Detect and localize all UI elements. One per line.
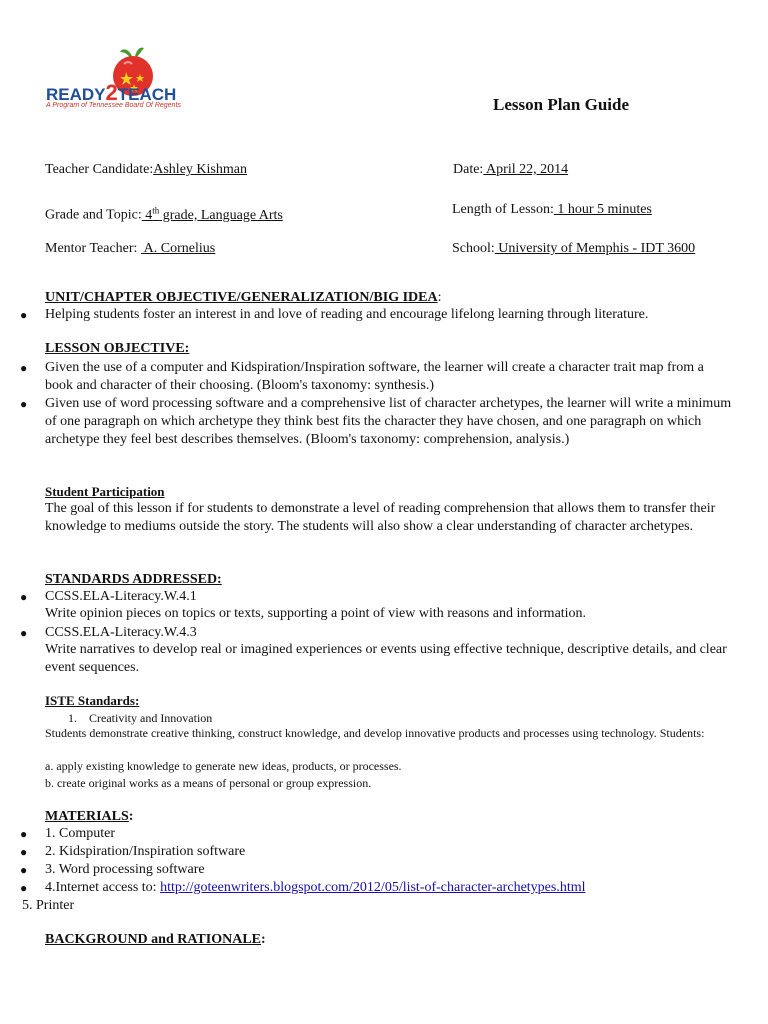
school-field bbox=[452, 240, 695, 258]
unit-heading bbox=[45, 289, 442, 307]
logo-teach: TEACH bbox=[117, 85, 177, 104]
standards-heading: STANDARDS ADDRESSED: bbox=[45, 572, 222, 587]
standard-code: CCSS.ELA-Literacy.W.4.1 bbox=[45, 589, 197, 604]
background-heading-text: BACKGROUND and RATIONALE bbox=[45, 932, 261, 947]
background-heading bbox=[45, 931, 266, 949]
date-value: April 22, 2014 bbox=[483, 162, 569, 177]
teacher-label: Teacher Candidate: bbox=[45, 162, 154, 177]
iste-heading: ISTE Standards: bbox=[45, 693, 140, 708]
bullet-icon: ● bbox=[20, 361, 28, 375]
student-participation-text: The goal of this lesson if for students to demonstrate a level of reading comprehension that allows them to transfer their knowledge to mediums outside the story. The students will also show a clear understanding of character archetypes. bbox=[45, 501, 716, 534]
list-item: Helping students foster an interest in and love of reading and encourage lifelong learning through literature. bbox=[45, 307, 649, 322]
iste-item-b: b. create original works as a means of personal or group expression. bbox=[45, 776, 372, 790]
bullet-icon: ● bbox=[20, 845, 28, 859]
length-value: 1 hour 5 minutes bbox=[553, 202, 652, 217]
mentor-field bbox=[45, 240, 215, 258]
mentor-value: A. Cornelius bbox=[140, 241, 216, 256]
logo-two: 2 bbox=[105, 80, 118, 105]
grade-value bbox=[141, 205, 283, 223]
iste-numbered-item: 1. Creativity and Innovation bbox=[68, 711, 213, 725]
bullet-icon: ● bbox=[20, 590, 28, 604]
bullet-icon: ● bbox=[20, 863, 28, 877]
lesson-objective-heading: LESSON OBJECTIVE: bbox=[45, 341, 190, 356]
bullet-icon: ● bbox=[20, 626, 28, 640]
length-label: Length of Lesson: bbox=[452, 202, 554, 217]
length-field bbox=[452, 201, 652, 219]
list-item: 5. Printer bbox=[22, 898, 75, 913]
list-item: 3. Word processing software bbox=[45, 862, 205, 877]
teacher-field bbox=[45, 161, 295, 179]
iste-item-a: a. apply existing knowledge to generate new ideas, products, or processes. bbox=[45, 759, 402, 773]
internet-label: 4.Internet access to: bbox=[45, 880, 161, 895]
teacher-value: Ashley Kishman bbox=[153, 162, 247, 177]
logo-ready: READY bbox=[46, 85, 106, 104]
list-item: Given the use of a computer and Kidspiration/Inspiration software, the learner will create a character trait map from a book and character of their choosing. (Bloom's taxonomy: synthesis.) bbox=[45, 360, 704, 393]
materials-heading bbox=[45, 808, 133, 826]
bullet-icon: ● bbox=[20, 308, 28, 322]
standard-text: Write narratives to develop real or imagined experiences or events using effective technique, descriptive details, and clear event sequences. bbox=[45, 642, 727, 675]
materials-heading-text: MATERIALS bbox=[45, 809, 129, 824]
bullet-icon: ● bbox=[20, 881, 28, 895]
date-field bbox=[453, 161, 568, 179]
date-label: Date: bbox=[453, 162, 484, 177]
page-title: Lesson Plan Guide bbox=[493, 95, 630, 114]
list-item: Given use of word processing software and a comprehensive list of character archetypes, the learner will write a minimum of one paragraph on which archetype they think best fits the character they have chosen, and one paragraph on which archetype they feel best describes themselves. (Bloom's taxonomy: comprehension, analysis.) bbox=[45, 396, 732, 447]
bullet-icon: ● bbox=[20, 827, 28, 841]
archetypes-link[interactable]: http://goteenwriters.blogspot.com/2012/05/list-of-character-archetypes.html bbox=[160, 880, 586, 895]
school-label: School: bbox=[452, 241, 495, 256]
unit-heading-colon: : bbox=[437, 290, 442, 305]
mentor-label: Mentor Teacher: bbox=[45, 241, 138, 256]
standard-code: CCSS.ELA-Literacy.W.4.3 bbox=[45, 625, 197, 640]
unit-heading-text: UNIT/CHAPTER OBJECTIVE/GENERALIZATION/BIG IDEA bbox=[45, 290, 438, 305]
list-item: 2. Kidspiration/Inspiration software bbox=[45, 844, 246, 859]
student-participation-heading: Student Participation bbox=[45, 484, 165, 499]
grade-topic: grade, Language Arts bbox=[159, 207, 283, 223]
standard-text: Write opinion pieces on topics or texts, supporting a point of view with reasons and information. bbox=[45, 606, 587, 621]
grade-field bbox=[45, 201, 283, 225]
list-item: 1. Computer bbox=[45, 826, 115, 841]
grade-label: Grade and Topic: bbox=[45, 207, 142, 223]
bullet-icon: ● bbox=[20, 397, 28, 411]
list-item bbox=[45, 879, 735, 897]
grade-number: 4 bbox=[141, 207, 153, 223]
background-heading-colon: : bbox=[261, 932, 266, 947]
iste-intro: Students demonstrate creative thinking, construct knowledge, and develop innovative products and processes using technology. Students: bbox=[45, 726, 705, 740]
logo-tagline: A Program of Tennessee Board Of Regents bbox=[46, 102, 181, 109]
ready2teach-logo bbox=[44, 44, 189, 114]
school-value: University of Memphis - IDT 3600 bbox=[494, 241, 696, 256]
grade-suffix: th bbox=[152, 205, 160, 215]
materials-heading-colon: : bbox=[128, 809, 134, 824]
